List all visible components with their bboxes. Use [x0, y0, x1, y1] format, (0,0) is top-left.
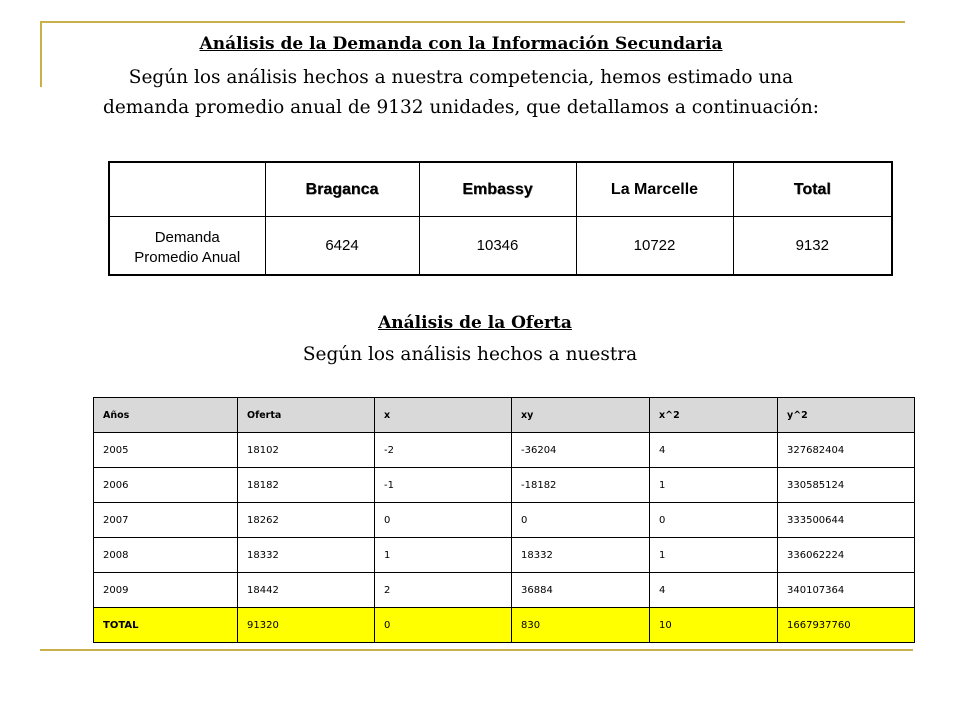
offer-cell: 333500644 — [778, 503, 915, 538]
offer-total-cell: 1667937760 — [778, 608, 915, 643]
offer-cell: 36884 — [512, 573, 650, 608]
top-decorative-rule — [40, 21, 905, 23]
bottom-decorative-rule — [40, 649, 913, 651]
demand-header-embassy: Embassy — [419, 162, 576, 217]
demand-paragraph-line-2: demanda promedio anual de 9132 unidades, que detallamos a continuación: — [103, 97, 819, 118]
offer-cell: 330585124 — [778, 468, 915, 503]
offer-table-total-row — [94, 608, 915, 643]
offer-total-cell: 830 — [512, 608, 650, 643]
offer-table — [93, 397, 915, 643]
offer-header-cell: y^2 — [778, 398, 915, 433]
offer-cell: 18182 — [238, 468, 375, 503]
offer-cell: 0 — [650, 503, 778, 538]
offer-section-paragraph: Según los análisis hechos a nuestra — [302, 344, 638, 365]
offer-cell: 336062224 — [778, 538, 915, 573]
demand-row-label — [109, 217, 265, 276]
offer-cell: 4 — [650, 573, 778, 608]
demand-value-braganca: 6424 — [265, 217, 419, 276]
offer-cell: -18182 — [512, 468, 650, 503]
offer-table-row — [94, 468, 915, 503]
demand-header-la-marcelle: La Marcelle — [576, 162, 733, 217]
offer-cell: 18442 — [238, 573, 375, 608]
demand-section-title: Análisis de la Demanda con la Información Secundaria — [199, 34, 723, 54]
offer-cell: 1 — [375, 538, 512, 573]
offer-cell: 0 — [512, 503, 650, 538]
demand-paragraph-line-1: Según los análisis hechos a nuestra competencia, hemos estimado una — [128, 67, 794, 88]
offer-cell: -2 — [375, 433, 512, 468]
offer-header-cell: xy — [512, 398, 650, 433]
offer-cell: 1 — [650, 468, 778, 503]
offer-total-cell: 10 — [650, 608, 778, 643]
offer-cell: 18332 — [238, 538, 375, 573]
offer-table-row — [94, 433, 915, 468]
offer-cell: -36204 — [512, 433, 650, 468]
offer-cell: 4 — [650, 433, 778, 468]
demand-header-empty-cell — [109, 162, 265, 217]
demand-value-total: 9132 — [733, 217, 892, 276]
offer-cell: 2005 — [94, 433, 238, 468]
offer-total-cell: 91320 — [238, 608, 375, 643]
offer-cell: -1 — [375, 468, 512, 503]
demand-table-data-row — [109, 217, 892, 276]
demand-value-embassy: 10346 — [419, 217, 576, 276]
offer-cell: 18102 — [238, 433, 375, 468]
offer-header-cell: Años — [94, 398, 238, 433]
demand-row-label-line-2: Promedio Anual — [134, 248, 241, 266]
offer-cell: 2007 — [94, 503, 238, 538]
offer-total-cell: 0 — [375, 608, 512, 643]
offer-table-header-row — [94, 398, 915, 433]
offer-cell: 340107364 — [778, 573, 915, 608]
offer-header-cell: x^2 — [650, 398, 778, 433]
demand-table-header-row — [109, 162, 892, 217]
offer-header-cell: x — [375, 398, 512, 433]
offer-header-cell: Oferta — [238, 398, 375, 433]
offer-table-row — [94, 503, 915, 538]
demand-table — [108, 161, 893, 276]
offer-cell: 2008 — [94, 538, 238, 573]
demand-row-label-line-1: Demanda — [154, 228, 220, 246]
offer-table-row — [94, 538, 915, 573]
offer-table-row — [94, 573, 915, 608]
offer-cell: 18262 — [238, 503, 375, 538]
offer-cell: 2009 — [94, 573, 238, 608]
offer-cell: 2006 — [94, 468, 238, 503]
demand-header-braganca: Braganca — [265, 162, 419, 217]
demand-header-total: Total — [733, 162, 892, 217]
offer-section-title: Análisis de la Oferta — [378, 313, 572, 333]
offer-cell: 2 — [375, 573, 512, 608]
offer-total-cell: TOTAL — [94, 608, 238, 643]
offer-cell: 327682404 — [778, 433, 915, 468]
offer-cell: 0 — [375, 503, 512, 538]
demand-section-paragraph — [0, 63, 922, 123]
offer-cell: 1 — [650, 538, 778, 573]
offer-cell: 18332 — [512, 538, 650, 573]
demand-value-la-marcelle: 10722 — [576, 217, 733, 276]
